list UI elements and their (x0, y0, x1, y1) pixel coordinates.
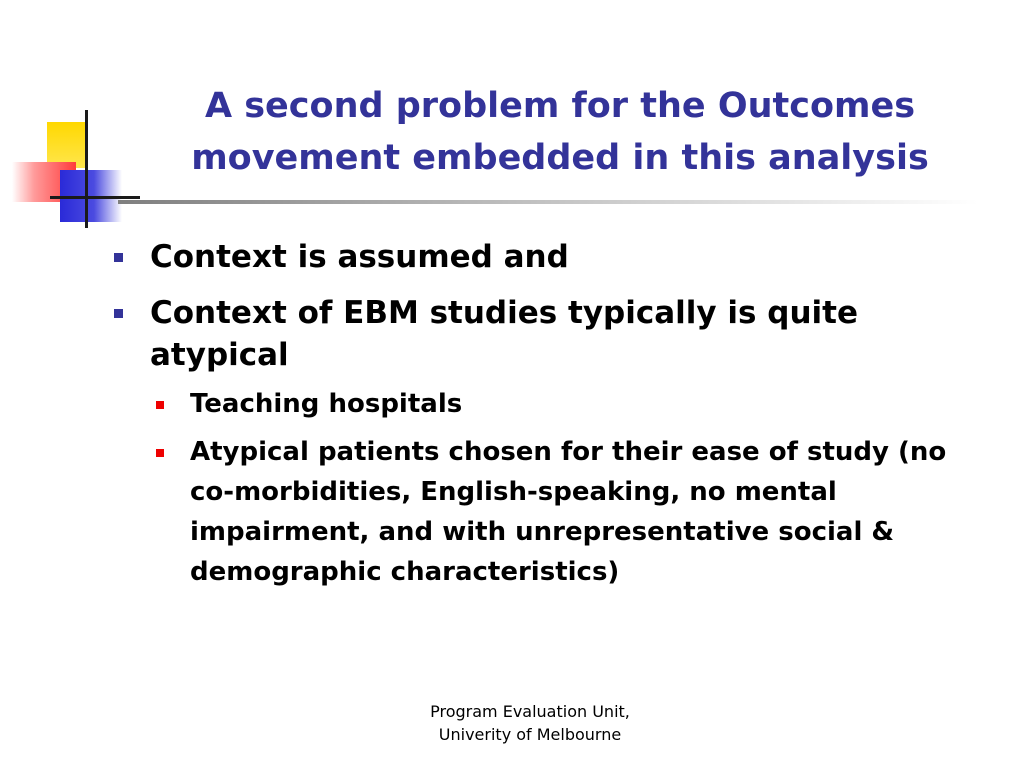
sub-bullet-item (150, 432, 950, 592)
red-square-bullet-icon (156, 401, 164, 409)
square-bullet-icon (114, 309, 123, 318)
title-divider (118, 200, 978, 204)
bullet-item (110, 236, 990, 278)
sub-bullet-list (150, 384, 990, 592)
bullet-list (110, 236, 990, 606)
footer-line-2: Univerity of Melbourne (438, 725, 622, 744)
bullet-text: Context is assumed and (150, 239, 569, 275)
sub-bullet-text: Teaching hospitals (190, 389, 463, 419)
sub-bullet-text: Atypical patients chosen for their ease of study (no co-morbidities, English-speaking, no mental impairment, and with unrepresentative social & demographic characteristics) (190, 437, 947, 587)
vertical-line (85, 110, 88, 228)
footer-line-1: Program Evaluation Unit, (430, 702, 630, 721)
sub-bullet-item (150, 384, 950, 424)
horizontal-line (50, 196, 140, 199)
bullet-item (110, 292, 990, 592)
bullet-text: Context of EBM studies typically is quite atypical (150, 295, 859, 373)
slide-footer (410, 700, 650, 746)
title-line-1: A second problem for the Outcomes (204, 86, 916, 126)
red-square-bullet-icon (156, 449, 164, 457)
title-line-2: movement embedded in this analysis (191, 138, 929, 178)
slide-title (120, 80, 1000, 184)
square-bullet-icon (114, 253, 123, 262)
